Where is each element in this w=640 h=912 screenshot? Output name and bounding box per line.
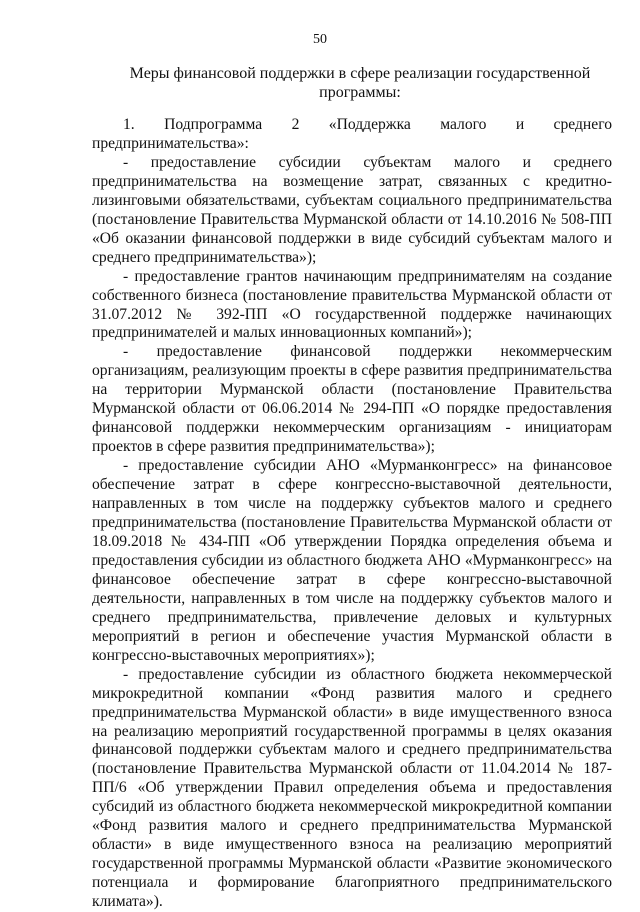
paragraph-measure-5: - предоставление субсидии из областного бюджета некоммерческой микрокредитной компании «Фонд развития малого и среднего предпринимательства Мурманской области» в виде имущественного взноса на реализацию мероприятий государственной программы в целях оказания финансовой поддержки субъектам малого и среднего предпринимательства (постановление Правительства Мурманской области от 11.04.2014 № 187-ПП/6 «Об утверждении Правил определения объема и предоставления субсидий из областного бюджета некоммерческой микрокредитной компании «Фонд развития малого и среднего предпринимательства Мурманской области» в виде имущественного взноса на реализацию мероприятий государственной программы Мурманской области «Развитие экономического потенциала и формирование благоприятного предпринимательского климата»). [92,665,612,911]
paragraph-measure-2: - предоставление грантов начинающим предпринимателям на создание собственного бизнеса (постановление правительства Мурманской области от 31.07.2012 № 392-ПП «О государственной поддержке начинающих предпринимателей и малых инновационных компаний»); [92,267,612,342]
page-number: 50 [313,32,327,47]
paragraph-measure-1: - предоставление субсидии субъектам малого и среднего предпринимательства на возмещение затрат, связанных с кредитно-лизинговыми обязательствами, субъектам социального предпринимательства (постановление Правительства Мурманской области от 14.10.2016 № 508-ПП «Об оказании финансовой поддержки в виде субсидий субъектам малого и среднего предпринимательства»); [92,153,612,266]
section-heading: Меры финансовой поддержки в сфере реализации государственной программы: [129,65,591,101]
paragraph-measure-3: - предоставление финансовой поддержки некоммерческим организациям, реализующим проекты в сфере развития предпринимательства на территории Мурманской области (постановление Правительства Мурманской области от 06.06.2014 № 294-ПП «О порядке предоставления финансовой поддержки некоммерческим организациям - инициаторам проектов в сфере развития предпринимательства»); [92,343,612,456]
body-text [92,116,612,912]
paragraph-subprogram: 1. Подпрограмма 2 «Поддержка малого и среднего предпринимательства»: [92,116,612,152]
paragraph-measure-4: - предоставление субсидии АНО «Мурманконгресс» на финансовое обеспечение затрат в сфере конгрессно-выставочной деятельности, направленных в том числе на поддержку субъектов малого и среднего предпринимательства (постановление Правительства Мурманской области от 18.09.2018 № 434-ПП «Об утверждении Порядка определения объема и предоставления субсидии из областного бюджета АНО «Мурманконгресс» на финансовое обеспечение затрат в сфере конгрессно-выставочной деятельности, направленных в том числе на поддержку субъектов малого и среднего предпринимательства, привлечение деловых и культурных мероприятий в регион и обеспечение участия Мурманской области в конгрессно-выставочных мероприятиях»); [92,457,612,664]
